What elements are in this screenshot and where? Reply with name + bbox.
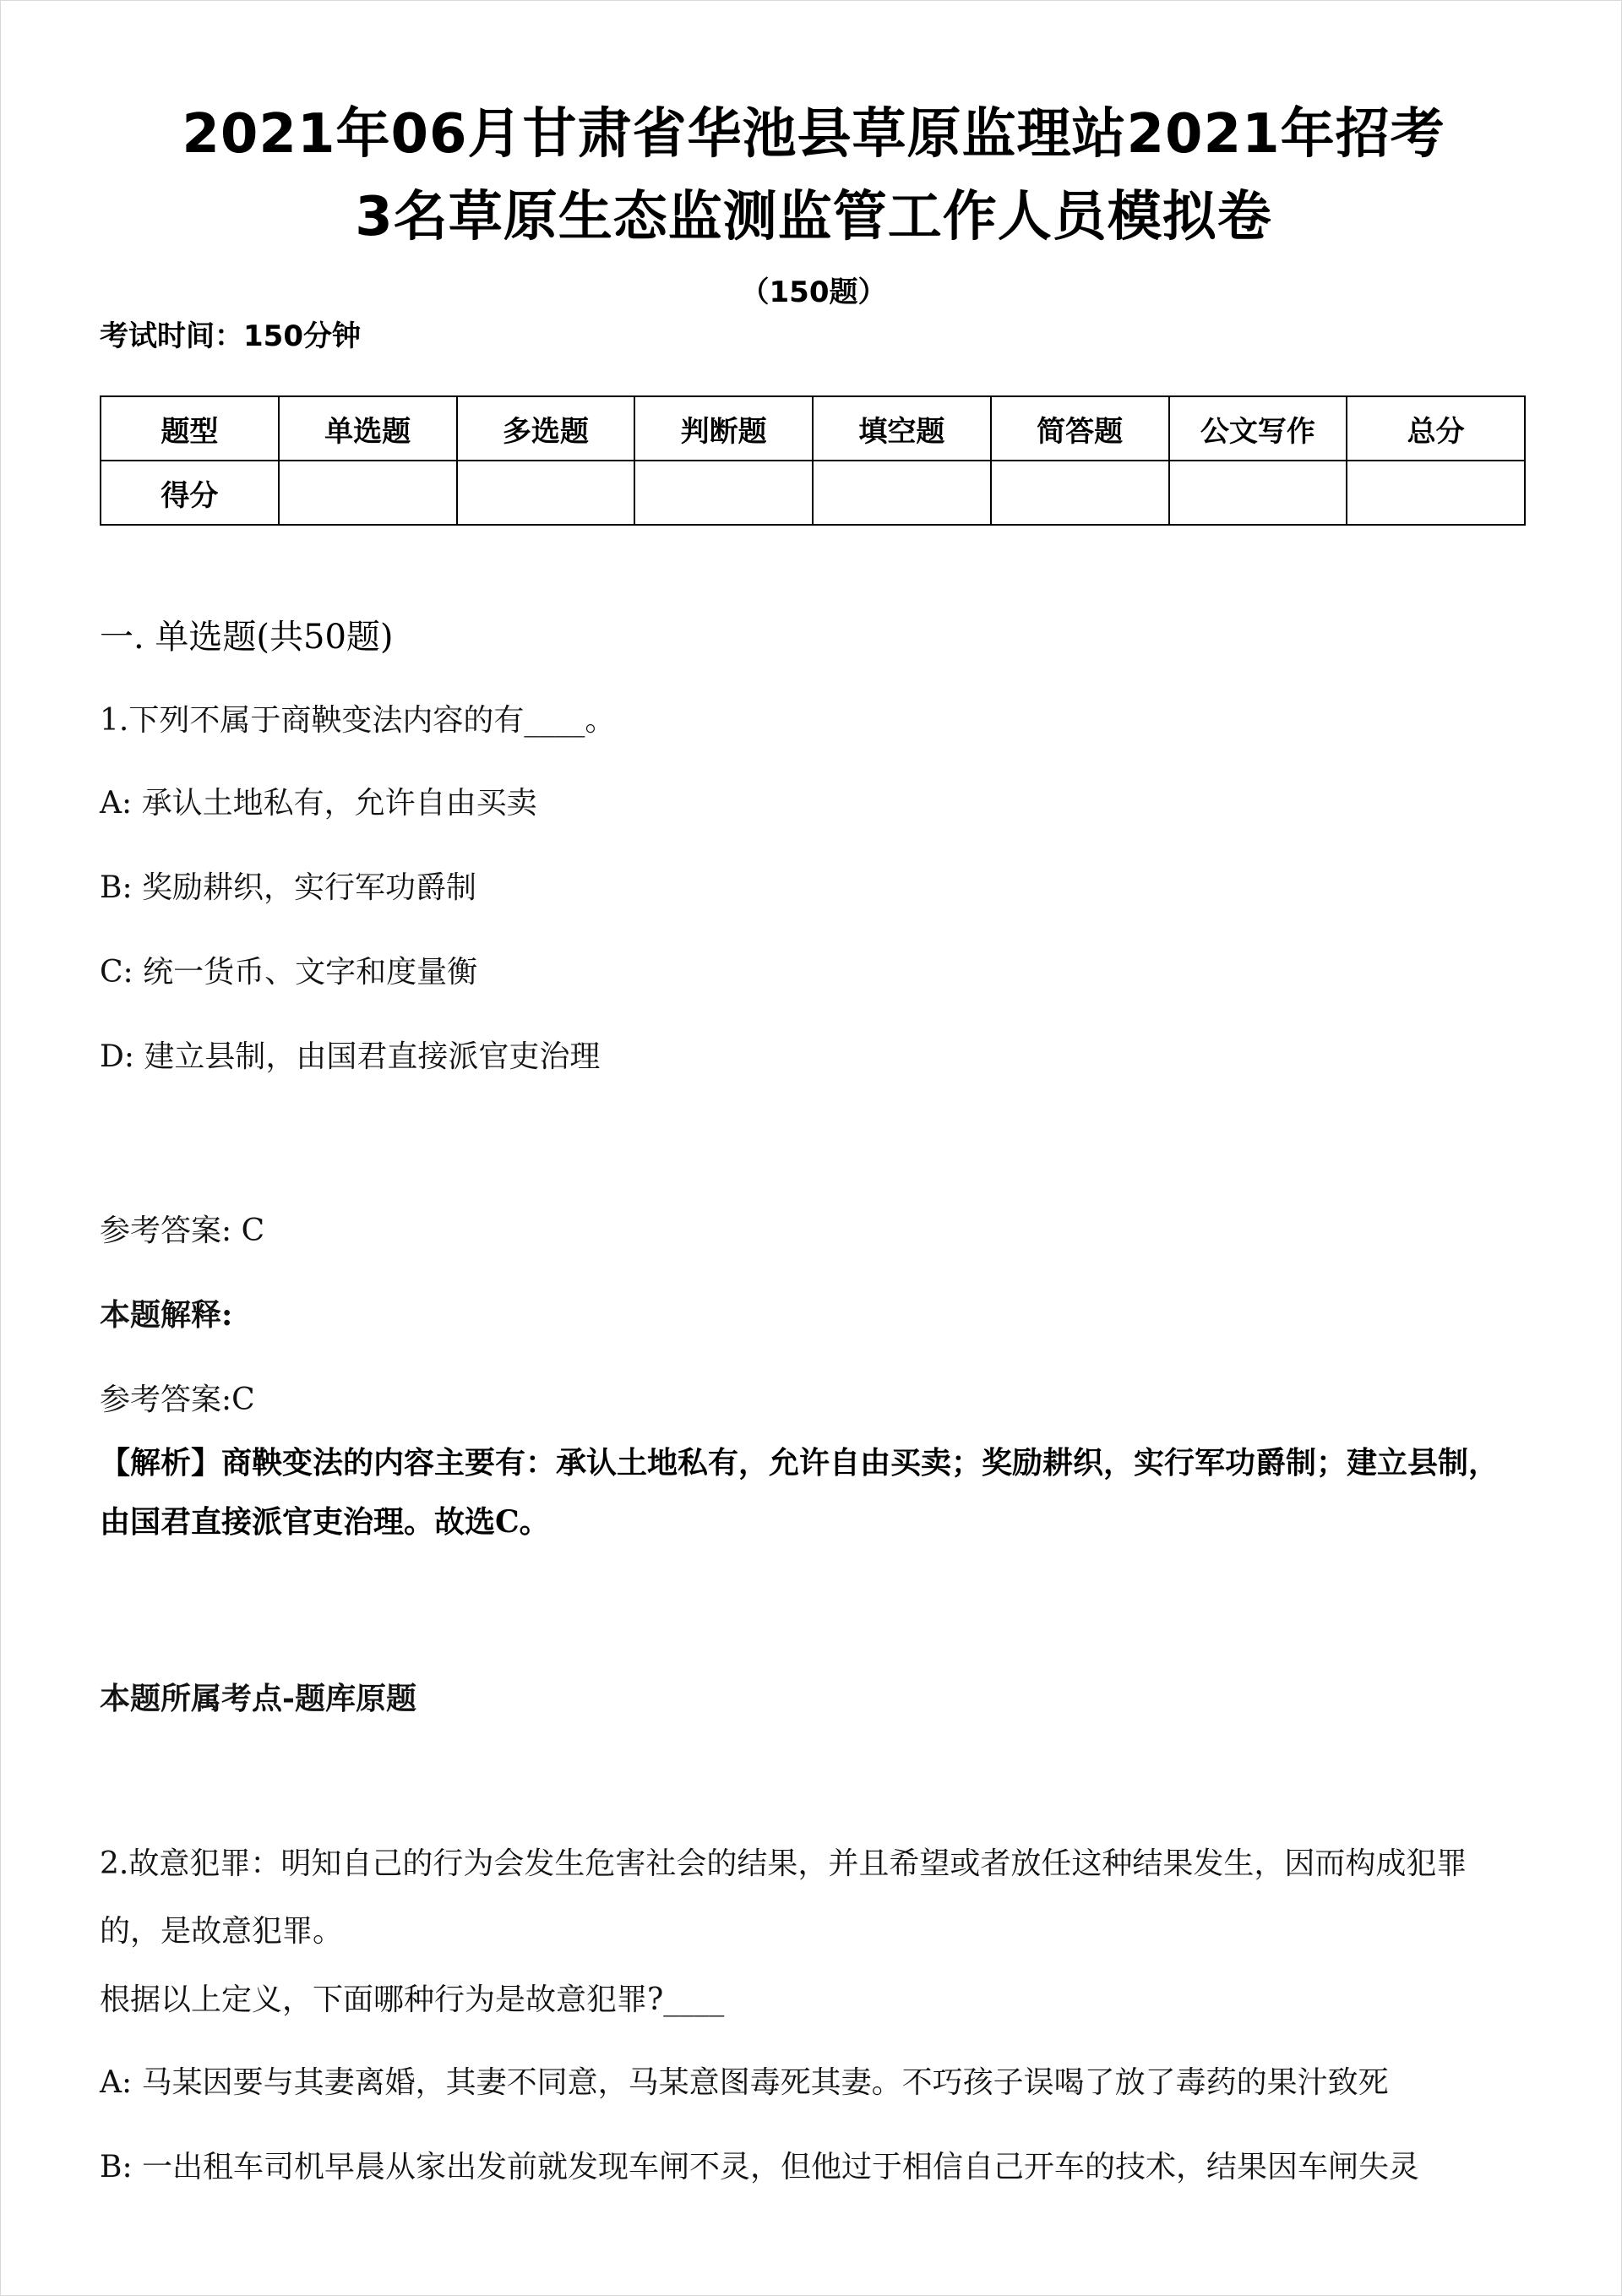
title-line-1: 2021年06月甘肃省华池县草原监理站2021年招考 xyxy=(182,103,1445,166)
score-table xyxy=(100,395,1526,526)
question-1-point: 本题所属考点-题库原题 xyxy=(100,1681,416,1716)
score-cell xyxy=(813,461,991,525)
header-cell: 题型 xyxy=(101,396,279,461)
score-cell xyxy=(991,461,1169,525)
header-cell: 单选题 xyxy=(279,396,457,461)
question-1-option-a: A: 承认土地私有，允许自由买卖 xyxy=(100,786,537,821)
header-cell: 多选题 xyxy=(457,396,635,461)
score-cell xyxy=(457,461,635,525)
question-1-analysis: 【解析】商鞅变法的内容主要有：承认土地私有，允许自由买卖；奖励耕织，实行军功爵制；建立县制，由国君直接派官吏治理。故选C。 xyxy=(100,1445,1500,1540)
header-cell: 判断题 xyxy=(634,396,813,461)
question-1-option-b: B: 奖励耕织，实行军功爵制 xyxy=(100,870,477,905)
header-cell: 公文写作 xyxy=(1169,396,1347,461)
question-count: （150题） xyxy=(740,275,887,309)
header-cell: 简答题 xyxy=(991,396,1169,461)
question-2-option-a: A: 马某因要与其妻离婚，其妻不同意，马某意图毒死其妻。不巧孩子误喝了放了毒药的果汁致死 xyxy=(100,2065,1389,2100)
question-1-answer: 参考答案: C xyxy=(100,1213,265,1248)
row-label-cell: 得分 xyxy=(101,461,279,525)
score-cell xyxy=(279,461,457,525)
title-line-2: 3名草原生态监测监管工作人员模拟卷 xyxy=(355,186,1272,248)
question-1-option-d: D: 建立县制，由国君直接派官吏治理 xyxy=(100,1039,601,1074)
exam-time: 考试时间：150分钟 xyxy=(100,319,361,353)
score-table-header-row xyxy=(101,396,1525,461)
header-cell: 总分 xyxy=(1347,396,1525,461)
score-cell xyxy=(1169,461,1347,525)
document-title xyxy=(100,93,1527,259)
header-cell: 填空题 xyxy=(813,396,991,461)
question-2-stem: 2.故意犯罪：明知自己的行为会发生危害社会的结果，并且希望或者放任这种结果发生，因而构成犯罪的，是故意犯罪。 xyxy=(100,1846,1467,1949)
question-1-option-c: C: 统一货币、文字和度量衡 xyxy=(100,955,478,990)
score-cell xyxy=(1347,461,1525,525)
score-table-score-row xyxy=(101,461,1525,525)
question-1-stem: 1.下列不属于商鞅变法内容的有____。 xyxy=(100,703,616,738)
section-heading: 一. 单选题(共50题) xyxy=(100,618,394,657)
question-1-answer-repeat: 参考答案:C xyxy=(100,1383,255,1417)
score-cell xyxy=(634,461,813,525)
question-2-question: 根据以上定义，下面哪种行为是故意犯罪?____ xyxy=(100,1982,725,2017)
question-1-explain-label: 本题解释: xyxy=(100,1297,233,1333)
question-2-option-b: B: 一出租车司机早晨从家出发前就发现车闸不灵，但他过于相信自己开车的技术，结果因车闸失灵 xyxy=(100,2150,1420,2184)
